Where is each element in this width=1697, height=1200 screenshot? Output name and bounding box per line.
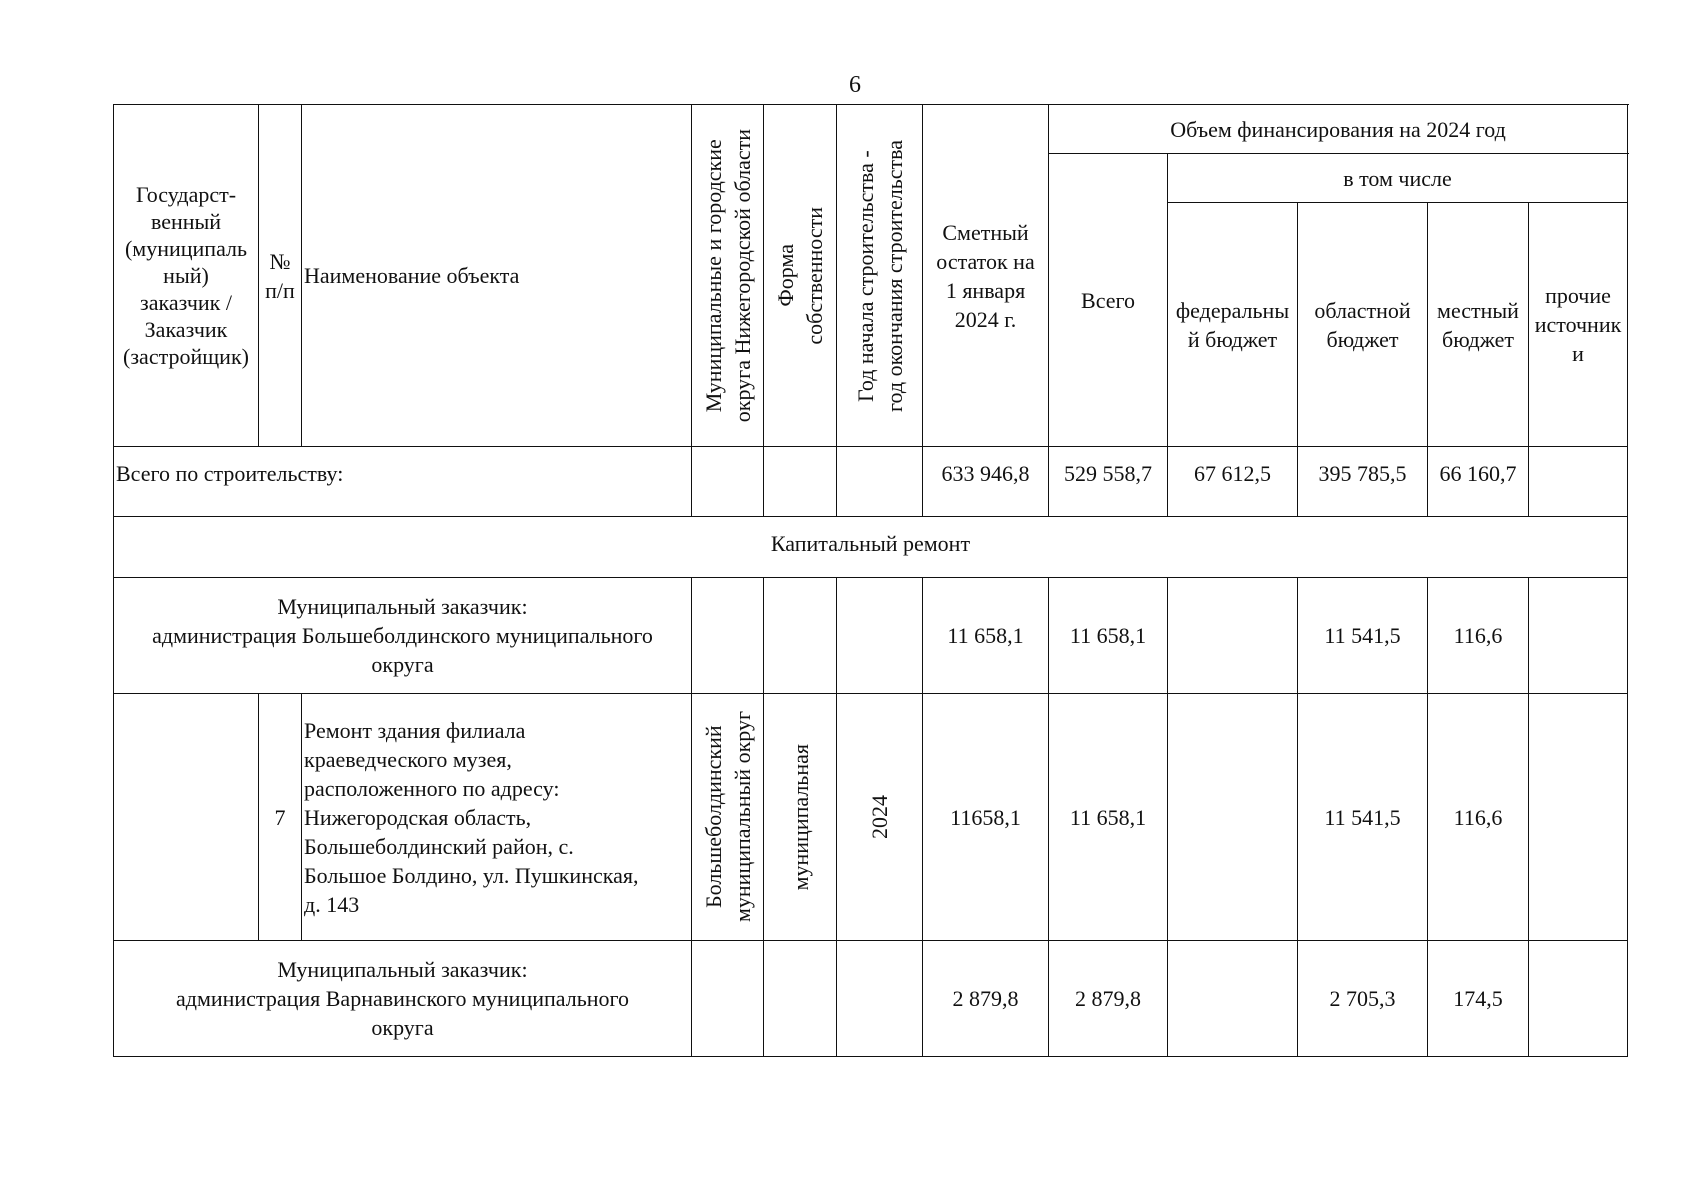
customer-2-regional: 2 705,3 <box>1298 941 1428 1057</box>
customer-1-regional: 11 541,5 <box>1298 578 1428 694</box>
customer-2-other <box>1529 941 1628 1057</box>
header-years: Год начала строительства - год окончания строительства <box>837 105 923 447</box>
object-7-ownership: муниципальная <box>764 694 837 941</box>
table-row <box>114 941 1628 1057</box>
total-row-local: 66 160,7 <box>1428 447 1529 517</box>
header-including: в том числе <box>1168 154 1628 203</box>
cell <box>114 694 259 941</box>
object-7-local: 116,6 <box>1428 694 1529 941</box>
total-row-estimate: 633 946,8 <box>923 447 1049 517</box>
cell <box>692 447 764 517</box>
customer-1-total: 11 658,1 <box>1049 578 1168 694</box>
customer-2-label: Муниципальный заказчик: администрация Варнавинского муниципального округа <box>114 941 692 1057</box>
customer-2-local: 174,5 <box>1428 941 1529 1057</box>
header-estimate-balance: Сметный остаток на 1 января 2024 г. <box>923 105 1049 447</box>
customer-1-estimate: 11 658,1 <box>923 578 1049 694</box>
total-row-regional: 395 785,5 <box>1298 447 1428 517</box>
customer-2-total: 2 879,8 <box>1049 941 1168 1057</box>
object-7-years: 2024 <box>837 694 923 941</box>
header-federal: федеральны й бюджет <box>1168 203 1298 447</box>
object-7-regional: 11 541,5 <box>1298 694 1428 941</box>
page-number: 6 <box>849 72 861 98</box>
financing-table <box>113 104 1628 1057</box>
customer-2-federal <box>1168 941 1298 1057</box>
header-number: № п/п <box>259 105 302 447</box>
header-ownership: Форма собственности <box>764 105 837 447</box>
total-row-other <box>1529 447 1628 517</box>
cell <box>764 941 837 1057</box>
table-row <box>114 578 1628 694</box>
object-7-total: 11 658,1 <box>1049 694 1168 941</box>
section-title: Капитальный ремонт <box>114 517 1628 578</box>
cell <box>764 447 837 517</box>
cell <box>692 941 764 1057</box>
header-total: Всего <box>1049 154 1168 447</box>
header-regional: областной бюджет <box>1298 203 1428 447</box>
object-7-federal <box>1168 694 1298 941</box>
object-7-district: Большеболдинский муниципальный округ <box>692 694 764 941</box>
customer-1-label: Муниципальный заказчик: администрация Большеболдинского муниципального округа <box>114 578 692 694</box>
header-local: местный бюджет <box>1428 203 1529 447</box>
customer-2-estimate: 2 879,8 <box>923 941 1049 1057</box>
table-row <box>114 447 1628 517</box>
header-customer: Государст- венный (муниципаль ный) заказчик / Заказчик (застройщик) <box>114 105 259 447</box>
customer-1-federal <box>1168 578 1298 694</box>
object-7-estimate: 11658,1 <box>923 694 1049 941</box>
cell <box>837 447 923 517</box>
header-financing-title: Объем финансирования на 2024 год <box>1049 105 1628 154</box>
customer-1-other <box>1529 578 1628 694</box>
cell <box>837 941 923 1057</box>
header-district: Муниципальные и городские округа Нижегородской области <box>692 105 764 447</box>
total-row-federal: 67 612,5 <box>1168 447 1298 517</box>
header-other: прочие источник и <box>1529 203 1628 447</box>
cell <box>764 578 837 694</box>
object-7-other <box>1529 694 1628 941</box>
cell <box>692 578 764 694</box>
total-row-total: 529 558,7 <box>1049 447 1168 517</box>
table-row <box>114 694 1628 941</box>
object-7-name: Ремонт здания филиала краеведческого музея, расположенного по адресу: Нижегородская область, Большеболдинский район, с. Большое Болдино, ул. Пушкинская, д. 143 <box>302 694 692 941</box>
header-object-name: Наименование объекта <box>302 105 692 447</box>
table-row <box>114 517 1628 578</box>
total-row-label: Всего по строительству: <box>114 447 692 517</box>
object-7-number: 7 <box>259 694 302 941</box>
customer-1-local: 116,6 <box>1428 578 1529 694</box>
cell <box>837 578 923 694</box>
